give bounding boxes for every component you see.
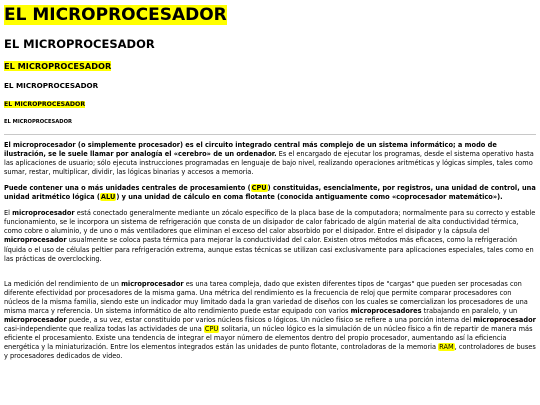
text-segment: ) constituidas, esencialmente, por registros, una unidad de control, una unidad aritmético lógica ( [4,183,536,202]
text-segment: trabajando en paralelo, y un [421,306,518,315]
keyword-microprocesador: microprocesador [4,236,67,245]
heading-h5 [4,101,536,108]
paragraph-cpu-units [4,184,536,202]
heading-h3 [4,62,536,71]
paragraph-intro-text: Es el encargado de ejecutar los programas, desde el sistema operativo hasta las aplicaciones de usuario; sólo ejecuta instrucciones programadas en lenguaje de bajo nivel, realizando operaciones aritméticas y lógicas simples, tales como sumar, restar, multiplicar, dividir, las lógicas binarias y accesos a memoria. [4,149,534,176]
text-segment: usualmente se coloca pasta térmica para mejorar la conductividad del calor. Existen otros métodos más eficaces, como la refrigeración líquida o el uso de células peltier para refrigeración extrema, aunque estas técnicas se utilizan casi exclusivamente para aplicaciones especiales, tales como en las prácticas de overclocking. [4,236,534,263]
text-segment: Puede contener una o más unidades centrales de procesamiento ( [4,183,251,192]
paragraph-performance [4,280,536,362]
heading-h2: EL MICROPROCESADOR [4,36,155,51]
paragraph-intro-bold: El microprocesador (o simplemente procesador) es el circuito integrado central más complejo de un sistema informático; a modo de ilustración, se le suele llamar por analogía el «cerebro» de un ordenador. [4,140,497,158]
text-segment: puede, a su vez, estar constituido por varios núcleos físicos o lógicos. Un núcleo físico se refiere a una porción interna del [66,316,474,325]
highlight-ram: RAM [439,343,454,352]
paragraph-intro [4,141,536,177]
text-segment: , controladores de buses y procesadores dedicados de video. [4,343,536,361]
keyword-microprocesadores: microprocesadores [350,306,422,315]
text-segment: es una tarea compleja, dado que existen diferentes tipos de "cargas" que pueden ser procesadas con diferente efectividad por procesadores de la misma gama. Una métrica del rendimiento es la frecuencia de reloj que permite comparar procesadores con núcleos de la misma familia, siendo este un indicador muy limitado dada la gran variedad de diseños con los cuales se comercializan los procesadores de una misma marca y referencia. Un sistema informático de alto rendimiento puede estar equipado con varios [4,279,528,315]
divider [4,134,536,135]
heading-h4: EL MICROPROCESADOR [4,81,99,91]
text-segment: está conectado generalmente mediante un zócalo específico de la placa base de la computadora; normalmente para su correcto y estable funcionamiento, se le incorpora un sistema de refrigeración que consta de un disipador de calor fabricado de algún material de alta conductividad térmica, como cobre o aluminio, y de uno o más ventiladores que eliminan el exceso del calor absorbido por el disipador. Entre el disipador y la cápsula del [4,209,536,236]
text-segment: La medición del rendimiento de un [4,279,122,288]
text-segment: casi-independiente que realiza todas las actividades de una [4,325,204,334]
keyword-microprocesador: microprocesador [12,209,75,218]
heading-h1 [4,6,536,26]
paragraph-cpu-units-bold [4,184,536,201]
text-segment: solitaria, un núcleo lógico es la simulación de un núcleo físico a fin de repartir de manera más eficiente el procesamiento. Existe una tendencia de integrar el mayor número de elementos dentro del propio procesador, aumentando así la eficiencia energética y la miniaturización. Entre los elementos integrados están las unidades de punto flotante, controladoras de la memoria [4,325,533,352]
keyword-microprocesador: microprocesador [121,279,184,288]
text-segment: El [4,209,13,218]
heading-h1-text: EL MICROPROCESADOR [4,5,227,25]
paragraph-cooling [4,209,536,264]
highlight-cpu: CPU [251,183,267,192]
keyword-microprocesador: microprocesador [473,316,536,325]
text-segment: ) y una unidad de cálculo en coma flotante (conocida antiguamente como «coprocesador matemático»). [116,193,503,202]
highlight-cpu: CPU [204,325,219,334]
heading-h6: EL MICROPROCESADOR [4,118,72,125]
heading-h5-text: EL MICROPROCESADOR [4,101,86,109]
heading-h3-text: EL MICROPROCESADOR [4,60,112,71]
highlight-alu: ALU [100,193,116,202]
keyword-microprocesador: microprocesador [4,316,67,325]
